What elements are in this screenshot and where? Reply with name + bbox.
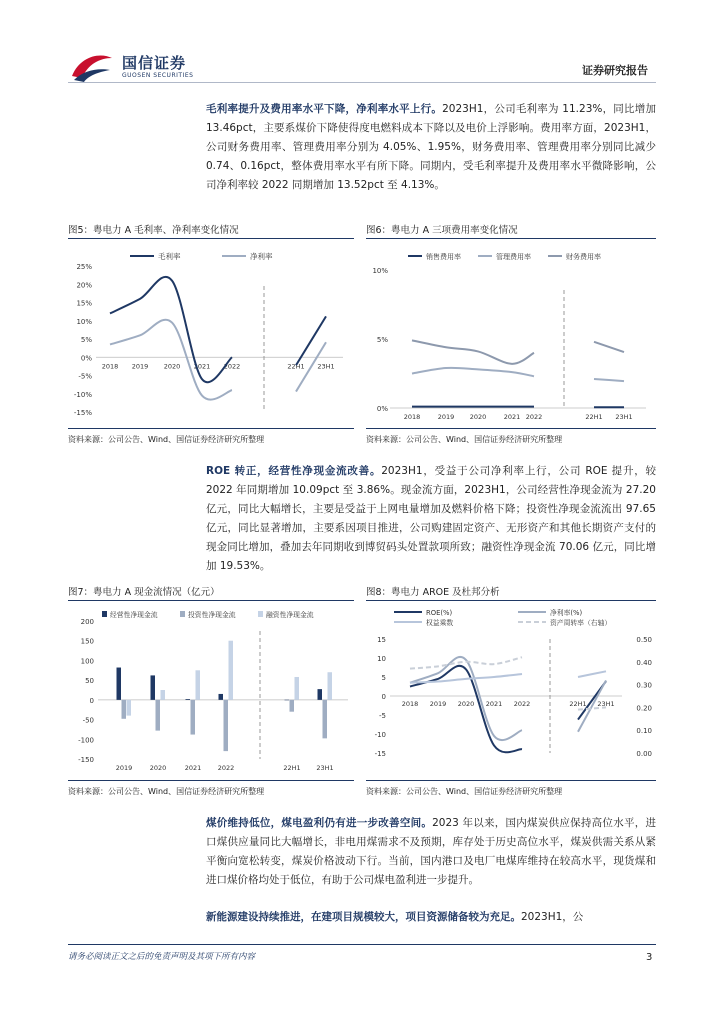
fig5-series-1-annual — [110, 320, 232, 400]
fig7-x-tick: 2019 — [115, 764, 133, 772]
paragraph-4-body: 2023H1，公 — [521, 911, 584, 923]
paragraph-4-lead: 新能源建设持续推进，在建项目规模较大，项目资源储备较为充足。 — [206, 911, 521, 923]
fig7-x-tick: 2020 — [149, 764, 167, 772]
fig7-bar-2 — [295, 677, 300, 700]
fig6-legend-label: 财务费用率 — [566, 253, 601, 261]
fig5-x-tick: 2020 — [163, 362, 181, 371]
logo-en: GUOSEN SECURITIES — [122, 72, 194, 79]
footer-disclaimer: 请务必阅读正文之后的免责声明及其项下所有内容 — [68, 952, 256, 962]
fig7-bar-1 — [323, 700, 328, 739]
fig7-bar-1 — [122, 700, 127, 719]
fig7-x-tick: 22H1 — [283, 764, 301, 772]
fig6-legend-label: 销售费用率 — [426, 253, 461, 261]
fig5-y-tick: 10% — [76, 317, 92, 326]
fig7-y-tick: 150 — [80, 637, 94, 646]
fig6-legend-label: 管理费用率 — [496, 253, 531, 261]
fig7-legend-swatch — [180, 611, 185, 617]
fig7-bar-0 — [117, 668, 122, 700]
fig5-y-tick: 20% — [76, 281, 92, 290]
fig6-source: 资料来源：公司公告、Wind、国信证券经济研究所整理 — [366, 435, 563, 444]
fig6-bottom-rule — [366, 428, 656, 429]
fig8-series-2-annual — [410, 674, 522, 683]
fig7-x-tick: 2021 — [184, 764, 202, 772]
paragraph-3 — [206, 814, 656, 890]
fig7-legend-swatch — [258, 611, 263, 617]
fig6-series-2-half — [594, 342, 624, 352]
fig8-x-tick: 2021 — [485, 700, 503, 708]
fig7-bar-0 — [318, 689, 323, 700]
fig8-legend-label: 资产周转率（右轴） — [550, 619, 612, 627]
fig5-chart — [68, 242, 354, 422]
logo-cn: 国信证券 — [122, 54, 187, 72]
fig6-series-1-annual — [412, 368, 534, 376]
fig5-series-0-half — [296, 316, 326, 365]
fig6-x-tick: 22H1 — [585, 413, 603, 421]
paragraph-4 — [206, 908, 656, 927]
fig8-x-tick: 2022 — [513, 700, 531, 708]
fig7-chart — [68, 603, 354, 775]
fig7-bar-2 — [127, 700, 132, 716]
fig6-title: 图6：粤电力 A 三项费用率变化情况 — [366, 225, 518, 236]
fig6-y-tick: 5% — [376, 336, 388, 344]
fig6-y-tick: 10% — [372, 267, 388, 275]
fig8-bottom-rule — [366, 780, 656, 781]
fig6-series-2-annual — [412, 340, 534, 363]
fig5-y-tick: 15% — [76, 299, 92, 308]
fig5-y-tick: 5% — [80, 336, 92, 344]
fig8-x-tick: 2019 — [429, 700, 447, 708]
fig6-title-rule — [366, 238, 656, 239]
fig7-bar-0 — [186, 699, 191, 700]
fig8-legend-label: ROE(%) — [426, 609, 453, 617]
fig7-bar-1 — [290, 700, 295, 712]
fig8-y-tick-left: 0 — [381, 693, 386, 701]
fig7-title-rule — [68, 600, 354, 601]
fig5-x-tick: 22H1 — [287, 362, 305, 371]
fig5-y-tick: -15% — [73, 409, 92, 417]
fig6-y-tick: 0% — [376, 405, 388, 413]
fig7-bottom-rule — [68, 780, 354, 781]
paragraph-1-body: 2023H1，公司毛利率为 11.23%，同比增加 13.46pct，主要系煤价下降使得度电燃料成本下降以及电价上浮影响。费用率方面，2023H1，公司财务费用率、管理费用率分别为 4.05%、1.95%，财务费用率、管理费用率分别同比减少 0.74、0.16pct，整体费用率水平有所下降。同期内，受毛利率提升及费用率水平微降影响，公司净利率较 2022 同期增加 13.52pct 至 4.13%。 — [206, 103, 657, 191]
fig6-x-tick: 2019 — [437, 413, 455, 421]
fig7-svg — [68, 603, 354, 775]
page-number: 3 — [646, 952, 653, 963]
fig8-y-tick-left: 10 — [377, 655, 386, 663]
fig5-x-tick: 23H1 — [317, 362, 335, 371]
fig5-legend-label: 毛利率 — [158, 252, 181, 261]
fig5-x-tick: 2021 — [193, 362, 211, 371]
fig8-source: 资料来源：公司公告、Wind、国信证券经济研究所整理 — [366, 787, 563, 796]
paragraph-3-body: 2023 年以来，国内煤炭供应保持高位水平，进口煤供应量同比大幅增长，非电用煤需求不及预期，库存处于历史高位水平，煤炭供需关系从紧平衡向宽松转变，煤炭价格波动下行。当前，国内港口及电厂电煤库维持在较高水平，现货煤和进口煤价格均处于低位，有助于公司煤电盈利进一步提升。 — [206, 817, 657, 886]
fig8-y-tick-left: 15 — [377, 636, 386, 644]
fig8-y-tick-left: -10 — [374, 731, 386, 739]
fig7-x-tick: 23H1 — [316, 764, 334, 772]
fig5-y-tick: -5% — [78, 372, 92, 381]
fig5-x-tick: 2018 — [101, 362, 119, 371]
fig7-bar-1 — [156, 700, 161, 731]
fig7-y-tick: 0 — [89, 696, 94, 705]
fig8-y-tick-left: 5 — [381, 674, 386, 682]
paragraph-1 — [206, 100, 656, 195]
fig8-y-tick-left: -5 — [379, 712, 386, 720]
fig6-x-tick: 2020 — [469, 413, 487, 421]
fig7-bar-1 — [191, 700, 196, 735]
fig8-x-tick: 23H1 — [597, 700, 615, 708]
fig7-x-tick: 2022 — [217, 764, 235, 772]
fig8-y-tick-right: 0.40 — [636, 658, 652, 667]
fig7-bar-2 — [328, 672, 333, 700]
fig8-y-tick-right: 0.10 — [636, 727, 652, 736]
fig8-x-tick: 2018 — [401, 700, 419, 708]
fig8-title-rule — [366, 600, 656, 601]
fig7-bar-0 — [151, 675, 156, 699]
fig6-x-tick: 2018 — [403, 413, 421, 421]
fig8-y-tick-right: 0.00 — [636, 750, 652, 758]
fig6-x-tick: 2022 — [525, 413, 543, 421]
fig7-y-tick: -50 — [82, 716, 94, 725]
paragraph-1-lead: 毛利率提升及费用率水平下降，净利率水平上行。 — [206, 103, 443, 115]
fig5-svg — [68, 242, 354, 422]
fig8-x-tick: 2020 — [457, 700, 475, 708]
fig5-title: 图5：粤电力 A 毛利率、净利率变化情况 — [68, 225, 239, 236]
fig7-legend-label: 融资性净现金流 — [266, 611, 314, 619]
fig7-y-tick: 100 — [80, 657, 94, 666]
fig7-legend-label: 投资性净现金流 — [188, 611, 236, 619]
fig8-svg — [366, 603, 656, 775]
fig7-title: 图7：粤电力 A 现金流情况（亿元） — [68, 587, 220, 598]
fig8-chart — [366, 603, 656, 775]
fig5-source: 资料来源：公司公告、Wind、国信证券经济研究所整理 — [68, 435, 265, 444]
fig5-title-rule — [68, 238, 354, 239]
paragraph-2-body: 2023H1，受益于公司净利率上行，公司 ROE 提升，较 2022 年同期增加 10.09pct 至 3.86%。现金流方面，2023H1，公司经营性净现金流为 27.20 亿元，同比大幅增长，主要是受益于上网电量增加及燃料价格下降；投资性净现金流流出 97.65 亿元，同比显著增加，主要系因项目推进，公司购建固定资产、无形资产和其他长期资产支付的现金同比增加，叠加去年同期收到博贸码头处置款项所致；融资性净现金流 70.06 亿元，同比增加 19.53%。 — [206, 465, 656, 572]
fig7-legend-label: 经营性净现金流 — [110, 611, 158, 619]
fig6-series-1-half — [594, 379, 624, 381]
logo-mark-icon — [70, 52, 114, 84]
fig8-legend-label: 净利率(%) — [550, 609, 583, 617]
fig7-bar-2 — [196, 670, 201, 700]
fig7-bar-2 — [161, 690, 166, 700]
fig5-bottom-rule — [68, 428, 354, 429]
fig8-x-tick: 22H1 — [569, 700, 587, 708]
fig5-y-tick: 0% — [80, 354, 92, 363]
fig8-title: 图8：粤电力 AROE 及杜邦分析 — [366, 587, 500, 598]
paragraph-2 — [206, 462, 656, 576]
fig7-y-tick: 50 — [85, 677, 94, 686]
fig7-bar-1 — [224, 700, 229, 751]
fig6-svg — [366, 242, 656, 422]
logo — [70, 50, 210, 86]
fig7-legend-swatch — [102, 611, 107, 617]
fig7-bar-2 — [229, 641, 234, 700]
fig8-legend-label: 权益乘数 — [426, 619, 454, 627]
fig8-y-tick-left: -15 — [374, 750, 386, 758]
fig5-x-tick: 2022 — [223, 362, 241, 371]
fig6-chart — [366, 242, 656, 422]
fig8-y-tick-right: 0.20 — [636, 704, 652, 713]
report-type: 证券研究报告 — [582, 64, 648, 77]
paragraph-3-lead: 煤价维持低位，煤电盈利仍有进一步改善空间。 — [206, 817, 433, 829]
fig7-y-tick: -150 — [78, 756, 94, 764]
fig5-y-tick: 25% — [76, 263, 92, 271]
footer-divider — [68, 944, 656, 945]
fig7-source: 资料来源：公司公告、Wind、国信证券经济研究所整理 — [68, 787, 265, 796]
fig6-x-tick: 23H1 — [615, 413, 633, 421]
fig7-y-tick: -100 — [78, 736, 94, 745]
fig8-y-tick-right: 0.50 — [636, 636, 652, 644]
fig8-y-tick-right: 0.30 — [636, 681, 652, 690]
fig5-legend-label: 净利率 — [250, 252, 273, 261]
header-divider — [68, 82, 656, 83]
fig5-x-tick: 2019 — [131, 362, 149, 371]
paragraph-2-lead: ROE 转正，经营性净现金流改善。 — [206, 465, 382, 477]
fig6-x-tick: 2021 — [503, 413, 521, 421]
fig8-series-2-half — [578, 671, 606, 677]
fig7-y-tick: 200 — [80, 618, 94, 626]
fig5-y-tick: -10% — [73, 390, 92, 399]
fig7-bar-0 — [285, 700, 290, 701]
fig7-bar-0 — [219, 694, 224, 700]
